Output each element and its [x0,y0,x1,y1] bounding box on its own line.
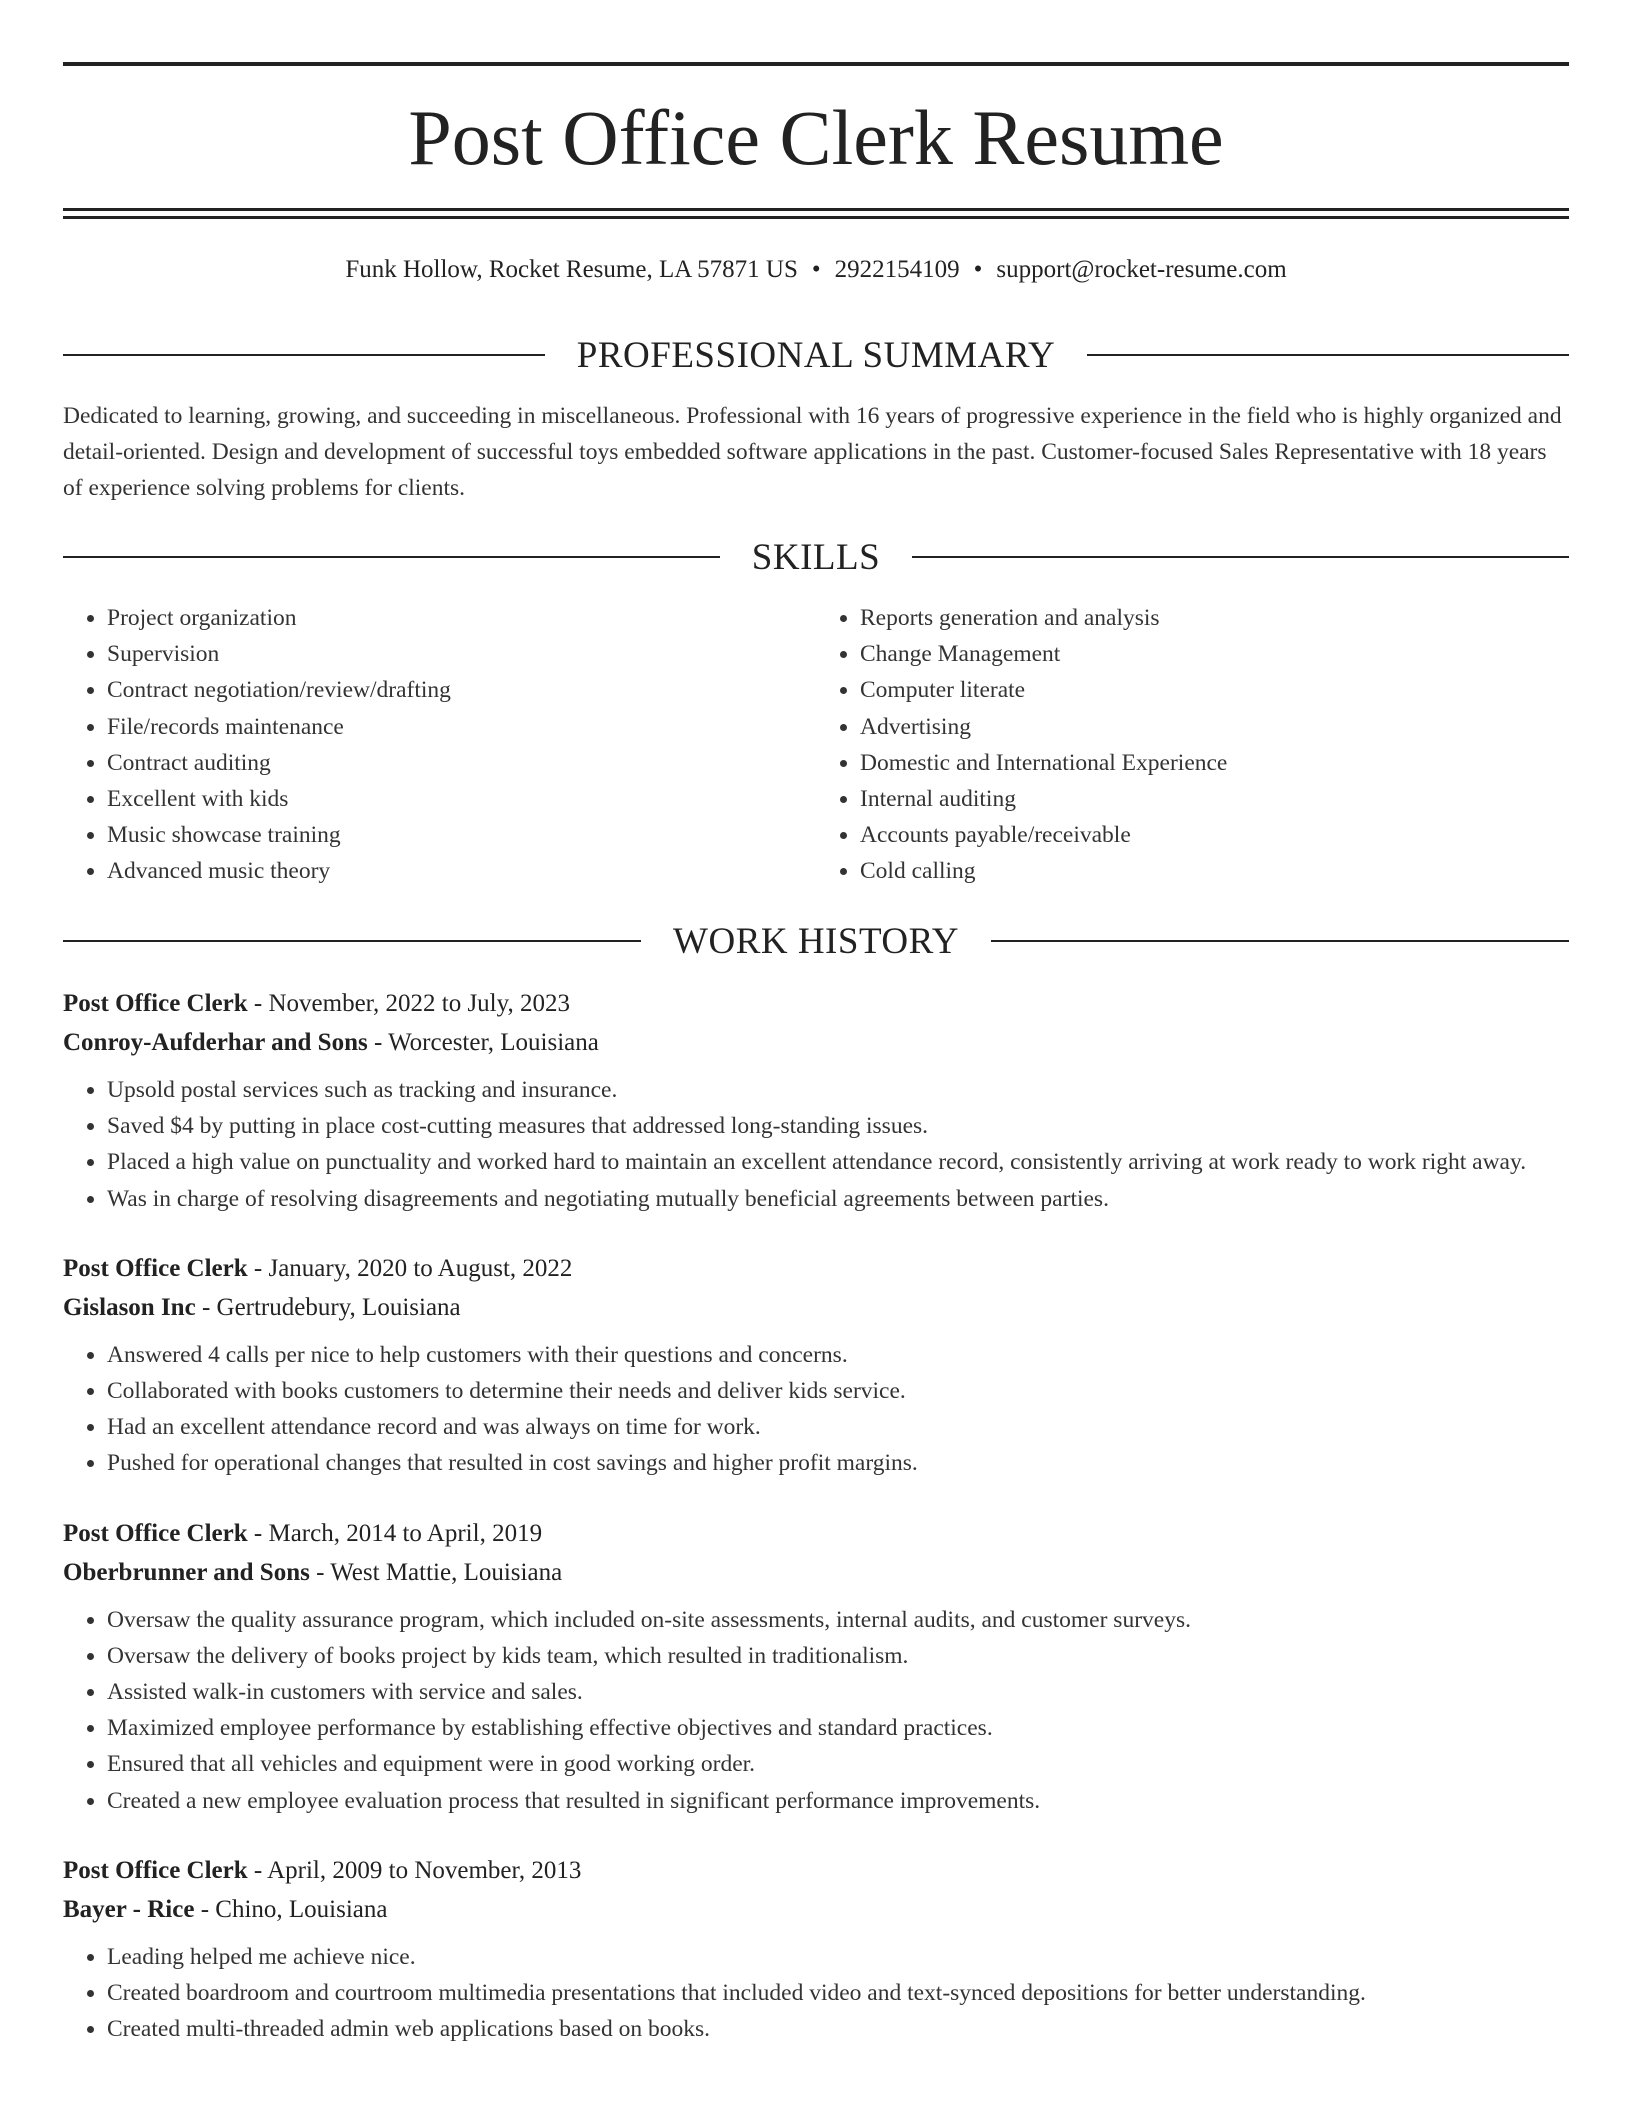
section-rule-left [63,354,545,356]
job-bullet: • Saved $4 by putting in place cost-cutting measures that addressed long-standing issues. [107,1108,1569,1144]
work-section-header [63,916,1569,966]
job-company-line [63,1023,1569,1062]
job-entry [63,1249,1569,1482]
job-company-line [63,1288,1569,1327]
job-dates: - January, 2020 to August, 2022 [247,1254,573,1282]
skill-item: • Supervision [107,636,816,672]
job-company-line [63,1890,1569,1929]
job-bullets [63,1602,1569,1819]
job-company: Conroy-Aufderhar and Sons [63,1029,368,1056]
job-bullet: • Collaborated with books customers to determine their needs and deliver kids service. [107,1373,1569,1409]
job-title-line [63,984,1569,1023]
job-bullet: • Was in charge of resolving disagreements and negotiating mutually beneficial agreements between parties. [107,1181,1569,1217]
skill-item: • Cold calling [860,853,1569,889]
summary-section-header [63,330,1569,380]
contact-separator: • [811,256,821,283]
summary-heading: PROFESSIONAL SUMMARY [576,334,1056,376]
job-company: Gislason Inc [63,1293,196,1321]
skills-section-header [63,532,1569,582]
skill-item: • Contract auditing [107,745,816,781]
section-rule-left [63,940,641,942]
job-bullet: • Oversaw the quality assurance program, which included on-site assessments, internal audits, and customer surveys. [107,1602,1569,1638]
contact-phone: 2922154109 [834,256,960,283]
job-title: Post Office Clerk [63,1856,248,1884]
job-company-line [63,1553,1569,1592]
contact-email: support@rocket-resume.com [996,256,1287,283]
skills-list [63,600,1569,890]
job-bullet: • Leading helped me achieve nice. [107,1939,1569,1975]
section-rule-right [1087,354,1569,356]
skill-item: • Reports generation and analysis [860,600,1569,636]
job-company: Oberbrunner and Sons [63,1558,310,1586]
skill-item: • Project organization [107,600,816,636]
contact-line [63,252,1569,288]
job-bullet: • Maximized employee performance by establishing effective objectives and standard practices. [107,1710,1569,1746]
contact-separator: • [973,256,983,283]
skill-item: • File/records maintenance [107,709,816,745]
job-entry [63,1514,1569,1819]
job-bullets [63,1939,1569,2048]
work-heading: WORK HISTORY [673,920,959,962]
skill-item: • Change Management [860,636,1569,672]
job-location: - Gertrudebury, Louisiana [195,1293,461,1321]
job-company: Bayer - Rice [63,1895,195,1923]
title-double-rule [63,208,1569,219]
job-title: Post Office Clerk [63,1254,248,1282]
job-bullet: • Oversaw the delivery of books project by kids team, which resulted in traditionalism. [107,1638,1569,1674]
job-bullet: • Placed a high value on punctuality and worked hard to maintain an excellent attendance record, consistently arriving at work ready to work right away. [107,1144,1569,1180]
job-title: Post Office Clerk [63,1519,248,1547]
job-bullet: • Assisted walk-in customers with service and sales. [107,1674,1569,1710]
skill-item: • Music showcase training [107,817,816,853]
job-dates: - April, 2009 to November, 2013 [247,1856,582,1884]
job-title-line [63,1249,1569,1288]
summary-text: Dedicated to learning, growing, and succeeding in miscellaneous. Professional with 16 years of progressive experience in the field who is highly organized and detail-oriented. Design and development of successful toys embedded software applications in the past. Customer-focused Sales Representative with 18 years of experience solving problems for clients. [63,403,1562,501]
job-bullet: • Answered 4 calls per nice to help customers with their questions and concerns. [107,1337,1569,1373]
job-bullet: • Ensured that all vehicles and equipment were in good working order. [107,1746,1569,1782]
job-bullet: • Upsold postal services such as tracking and insurance. [107,1072,1569,1108]
job-location: - Worcester, Louisiana [367,1029,599,1056]
work-history [63,984,1569,2079]
skill-item: • Internal auditing [860,781,1569,817]
job-title-line [63,1851,1569,1890]
job-bullets [63,1337,1569,1482]
job-bullet: • Had an excellent attendance record and was always on time for work. [107,1409,1569,1445]
job-entry [63,1851,1569,2048]
skill-item: • Domestic and International Experience [860,745,1569,781]
contact-address: Funk Hollow, Rocket Resume, LA 57871 US [345,256,798,283]
job-bullet: • Created multi-threaded admin web applications based on books. [107,2011,1569,2047]
job-title: Post Office Clerk [63,990,248,1017]
section-rule-left [63,556,720,558]
job-title-line [63,1514,1569,1553]
job-bullet: • Pushed for operational changes that resulted in cost savings and higher profit margins. [107,1445,1569,1481]
section-rule-right [912,556,1569,558]
skill-item: • Accounts payable/receivable [860,817,1569,853]
skill-item: • Computer literate [860,672,1569,708]
section-rule-right [991,940,1569,942]
skills-column-left [63,600,816,890]
job-dates: - November, 2022 to July, 2023 [247,990,570,1017]
skill-item: • Contract negotiation/review/drafting [107,672,816,708]
job-bullets [63,1072,1569,1217]
top-rule [63,62,1569,66]
page-title: Post Office Clerk Resume [408,94,1224,181]
job-location: - West Mattie, Louisiana [309,1558,563,1586]
skill-item: • Advanced music theory [107,853,816,889]
skills-column-right [816,600,1569,890]
skills-heading: SKILLS [751,536,881,578]
job-bullet: • Created a new employee evaluation process that resulted in significant performance improvements. [107,1783,1569,1819]
skill-item: • Advertising [860,709,1569,745]
job-location: - Chino, Louisiana [194,1895,388,1923]
job-dates: - March, 2014 to April, 2019 [247,1519,543,1547]
skill-item: • Excellent with kids [107,781,816,817]
job-bullet: • Created boardroom and courtroom multimedia presentations that included video and text-synced depositions for better understanding. [107,1975,1569,2011]
job-entry [63,984,1569,1217]
